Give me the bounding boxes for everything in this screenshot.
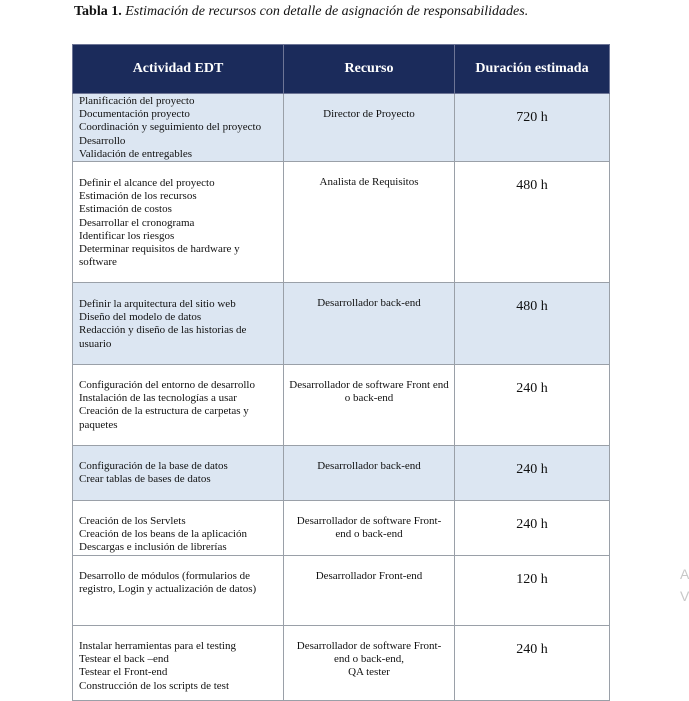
activity-item: Configuración del entorno de desarrollo [79,379,255,392]
header-resource: Recurso [284,45,455,94]
activity-item: Determinar requisitos de hardware y [79,243,240,256]
activity-item: Instalar herramientas para el testing [79,640,236,653]
activity-cell [73,94,284,162]
activity-item: software [79,256,117,269]
duration-cell: 240 h [455,365,610,446]
activity-item: Creación de los beans de la aplicación [79,528,247,541]
resource-cell: Analista de Requisitos [284,162,455,283]
activity-item: Construcción de los scripts de test [79,679,230,692]
resource-cell [284,626,455,701]
duration-cell: 720 h [455,94,610,162]
activity-item: Testear el back –end [79,653,169,666]
header-row [73,45,610,94]
activity-item: Identificar los riesgos [79,229,175,242]
resource-line: end o back-end, [334,653,404,666]
activity-item: paquetes [79,418,118,431]
table-row [73,446,610,501]
activity-cell [73,365,284,446]
table-caption [74,4,528,20]
activity-item: Creación de la estructura de carpetas y [79,405,249,418]
activity-item: Validación de entregables [79,147,193,160]
activity-item: Planificación del proyecto [79,95,195,107]
header-duration: Duración estimada [455,45,610,94]
activity-item: Crear tablas de bases de datos [79,473,211,486]
table-row [73,162,610,283]
activity-item: Testear el Front-end [79,666,168,679]
resource-cell: Desarrollador back-end [284,283,455,365]
duration-cell: 240 h [455,626,610,701]
activity-item: Estimación de los recursos [79,190,197,203]
table-row [73,365,610,446]
activity-cell [73,501,284,556]
activity-cell [73,446,284,501]
caption-label: Tabla 1. [74,4,122,19]
activity-item: Desarrollar el cronograma [79,216,195,229]
margin-letter: A [680,566,689,582]
resource-cell: Desarrollador de software Front-end o back-end [284,501,455,556]
activity-item: Redacción y diseño de las historias de [79,324,247,337]
duration-cell: 240 h [455,501,610,556]
activity-cell [73,556,284,626]
activity-item: Coordinación y seguimiento del proyecto [79,121,262,134]
activity-item: registro, Login y actualización de datos) [79,583,257,596]
activity-cell [73,162,284,283]
resource-table [72,44,610,701]
resource-cell: Director de Proyecto [284,94,455,162]
resource-cell: Desarrollador back-end [284,446,455,501]
activity-cell [73,626,284,701]
table-row [73,556,610,626]
activity-item: Configuración de la base de datos [79,460,228,473]
activity-item: Desarrollo [79,134,126,147]
table-row [73,626,610,701]
activity-item: Creación de los Servlets [79,515,186,528]
activity-item: Estimación de costos [79,203,172,216]
caption-text: Estimación de recursos con detalle de asignación de responsabilidades. [125,4,529,19]
table-row [73,283,610,365]
duration-cell: 120 h [455,556,610,626]
duration-cell: 240 h [455,446,610,501]
activity-item: Definir la arquitectura del sitio web [79,298,236,311]
activity-item: Diseño del modelo de datos [79,311,202,324]
table-row [73,94,610,162]
resource-line: Desarrollador de software Front- [296,640,442,653]
margin-letter: V [680,588,689,604]
activity-item: Instalación de las tecnologías a usar [79,392,237,405]
table-row [73,501,610,556]
duration-cell: 480 h [455,283,610,365]
resource-line: QA tester [348,666,390,679]
activity-cell [73,283,284,365]
resource-cell: Desarrollador de software Front end o back-end [284,365,455,446]
activity-item: Desarrollo de módulos (formularios de [79,570,251,583]
activity-item: Documentación proyecto [79,108,190,121]
duration-cell: 480 h [455,162,610,283]
header-activity: Actividad EDT [73,45,284,94]
activity-item: usuario [79,337,112,350]
resource-cell: Desarrollador Front-end [284,556,455,626]
activity-item: Definir el alcance del proyecto [79,177,215,190]
activity-item: Descargas e inclusión de librerías [79,541,227,554]
